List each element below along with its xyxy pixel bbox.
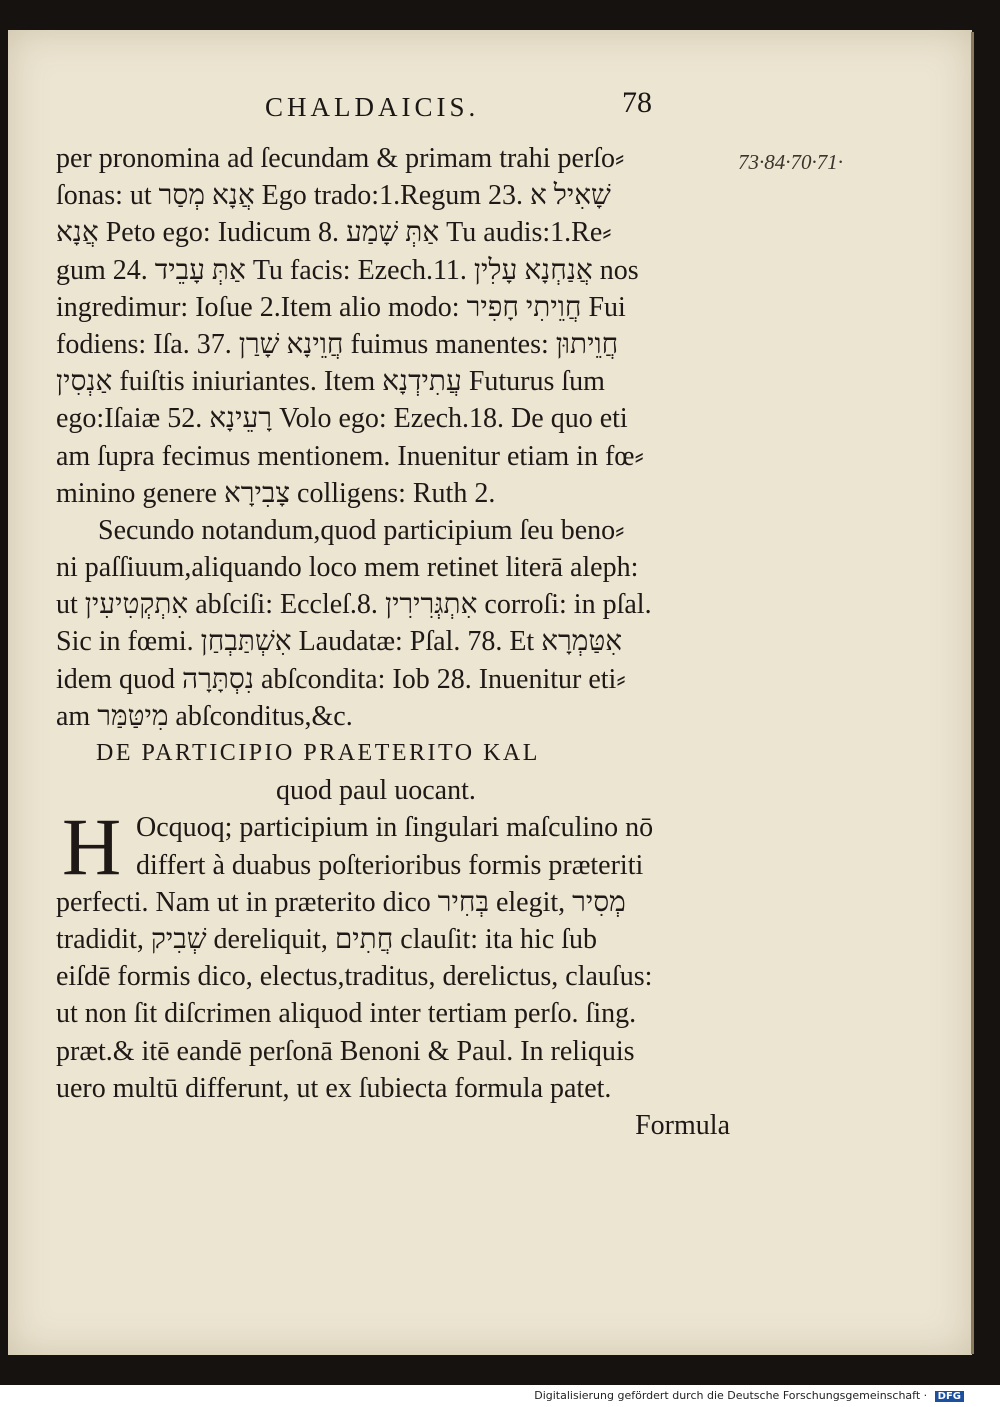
text-line: uero multū differunt, ut ex ſubiecta formula patet. <box>56 1072 612 1104</box>
text-line: אֲנָא Peto ego: Iudicum 8. אַתְּ שָׁמַע Tu audis:1.Re⸗ <box>56 217 612 249</box>
text-line: per pronomina ad ſecundam & primam trahi perſo⸗ <box>56 143 625 174</box>
text-line: ut אִתְקְטִיעִין abſciſi: Eccleſ.8. אִתְגְּרִירִין corroſi: in pſal. <box>56 589 652 621</box>
text-line: differt à duabus poſterioribus formis præteriti <box>136 849 644 881</box>
section-heading: DE PARTICIPIO PRAETERITO KAL <box>96 740 540 766</box>
text-line: ut non ſit diſcrimen aliquod inter tertiam perſo. ſing. <box>56 998 637 1030</box>
text-line: ni paſſiuum,aliquando loco mem retinet literā aleph: <box>56 552 639 584</box>
text-block <box>56 140 732 1144</box>
text-line: eiſdē formis dico, electus,traditus, derelictus, clauſus: <box>56 961 653 993</box>
text-line: am ſupra fecimus mentionem. Inuenitur etiam in fœ⸗ <box>56 440 644 472</box>
text-line: ſonas: ut אֲנָא מְסַר Ego trado:1.Regum 23. שָׁאִיל א <box>56 180 611 212</box>
footer-credit <box>534 1389 964 1402</box>
page-number: 78 <box>622 86 652 119</box>
text-line: אַנְסִין fuiſtis iniuriantes. Item עֲתִידְנָא Futurus ſum <box>56 366 605 398</box>
text-line: fodiens: Iſa. 37. חֲוֵינָא שָׁרַן fuimus manentes: חֲוֵיתוּן <box>56 328 619 360</box>
catchword: Formula <box>635 1109 730 1141</box>
dfg-logo: DFG <box>935 1391 964 1402</box>
text-line: minino genere צָבִירָא colligens: Ruth 2. <box>56 477 496 509</box>
drop-cap: H <box>62 801 122 893</box>
text-line: idem quod נִסְתָּרָה abſcondita: Iob 28. Inuenitur eti⸗ <box>56 663 626 695</box>
text-line: Secundo notandum,quod participium ſeu beno⸗ <box>98 514 625 546</box>
section-subheading: quod paul uocant. <box>276 775 476 807</box>
margin-note: 73·84·70·71· <box>738 150 843 174</box>
text-line: ingredimur: Ioſue 2.Item alio modo: חֲוֵיתִי חָפִיר Fui <box>56 291 626 323</box>
page-edge <box>971 32 974 1354</box>
text-line: Ocquoq; participium in ſingulari maſculino nō <box>136 812 654 844</box>
text-line: præt.& itē eandē perſonā Benoni & Paul. In reliquis <box>56 1035 635 1067</box>
running-head: CHALDAICIS. <box>265 92 480 122</box>
text-line: gum 24. אַתְּ עָבֵיד Tu facis: Ezech.11. אֲנַחְנָא עָלִין nos <box>56 254 639 286</box>
initial-paragraph <box>56 801 732 893</box>
text-line: am מִיטַּמַּר abſconditus,&c. <box>56 700 353 732</box>
text-line: Sic in fœmi. אִשְׁתַּבְחַן Laudatæ: Pſal. 78. Et אִטַּמְרָא <box>56 626 623 658</box>
footer-credit-text: Digitalisierung gefördert durch die Deutsche Forschungsgemeinschaft · <box>534 1389 928 1402</box>
text-line: tradidit, שְׁבִיק dereliquit, חֲתִים clauſit: ita hic ſub <box>56 923 598 955</box>
text-line: ego:Iſaiæ 52. רָעֵינָא Volo ego: Ezech.18. De quo eti <box>56 403 628 435</box>
text-line: perfecti. Nam ut in præterito dico בְּחִיר elegit, מְסִיר <box>56 886 626 918</box>
